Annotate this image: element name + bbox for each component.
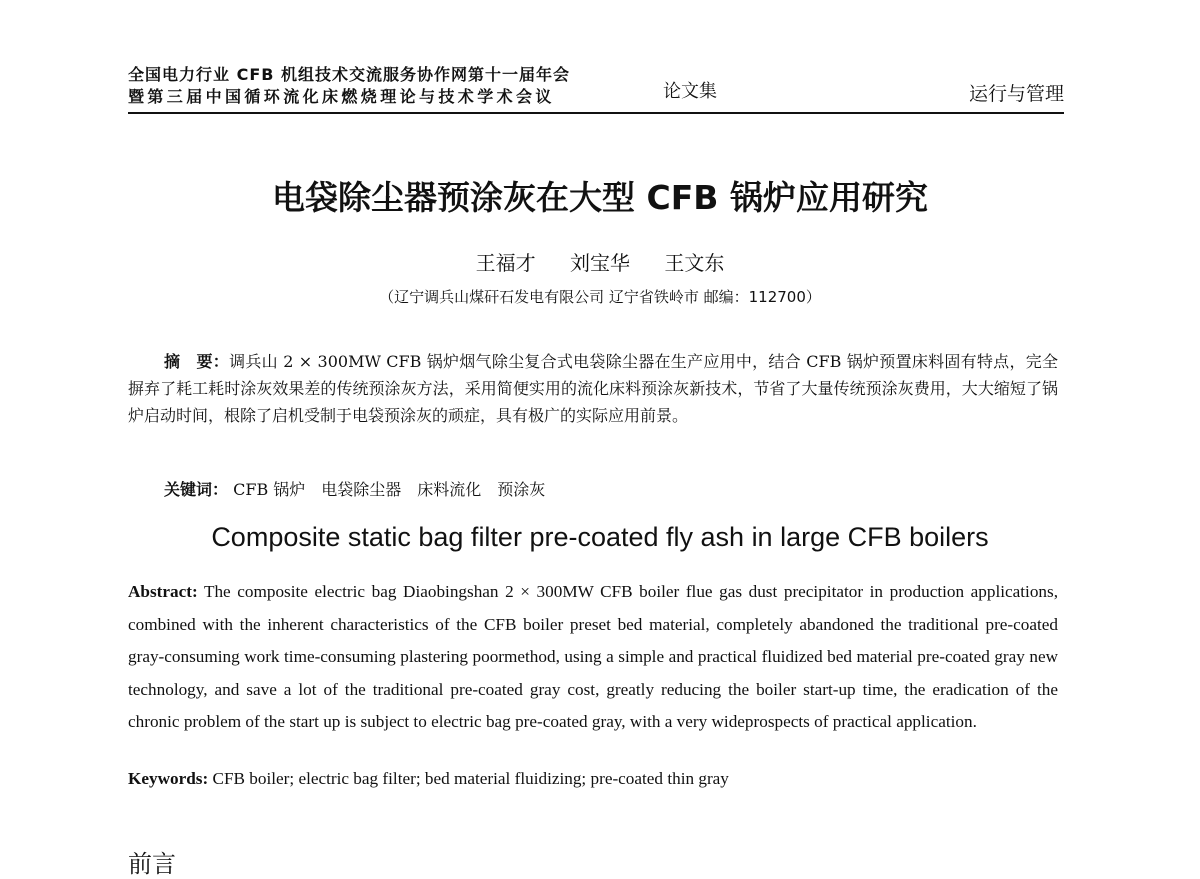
keywords-cn xyxy=(164,477,545,500)
keywords-cn-label: 关键词： xyxy=(164,480,229,499)
section-heading-preface: 前言 xyxy=(128,850,176,878)
section-category: 运行与管理 xyxy=(968,83,1064,105)
abstract-cn-text: 调兵山 2 × 300MW CFB 锅炉烟气除尘复合式电袋除尘器在生产应用中，结合 CFB 锅炉预置床料固有特点，完全摒弃了耗工耗时涂灰效果差的传统预涂灰方法，采用简便实用的流化床料预涂灰新技术，节省了大量传统预涂灰费用，大大缩短了锅炉启动时间，根除了启机受制于电袋预涂灰的顽症，具有极广的实际应用前景。 xyxy=(128,352,1058,425)
keywords-en-text: CFB boiler; electric bag filter; bed material fluidizing; pre-coated thin gray xyxy=(212,769,729,788)
abstract-en xyxy=(128,576,1058,739)
author-name: 王福才 xyxy=(475,251,536,275)
conference-line-1: 全国电力行业 CFB 机组技术交流服务协作网第十一届年会 xyxy=(128,65,571,84)
conference-name xyxy=(128,64,570,108)
author-name: 王文东 xyxy=(664,251,725,275)
keywords-cn-text: CFB 锅炉 电袋除尘器 床料流化 预涂灰 xyxy=(233,480,546,499)
abstract-cn-label: 摘 要： xyxy=(164,352,230,371)
header-rule xyxy=(128,112,1064,114)
abstract-en-text: The composite electric bag Diaobingshan 2 × 300MW CFB boiler flue gas dust precipitator in production applications, combined with the inherent characteristics of the CFB boiler preset bed material, completely abandoned the traditional pre-coated gray-consuming work time-consuming plastering poormethod, using a simple and practical fluidized bed material pre-coated gray new technology, and save a lot of the traditional pre-coated gray cost, greatly reducing the boiler start-up time, the eradication of the chronic problem of the start up is subject to electric bag pre-coated gray, with a very wideprospects of practical application. xyxy=(128,582,1058,732)
author-list xyxy=(0,247,1200,276)
proceedings-label: 论文集 xyxy=(663,81,717,102)
keywords-en xyxy=(128,769,729,789)
author-affiliation: （辽宁调兵山煤矸石发电有限公司 辽宁省铁岭市 邮编：112700） xyxy=(379,288,821,306)
abstract-en-label: Abstract: xyxy=(128,582,198,601)
conference-line-2: 暨第三届中国循环流化床燃烧理论与技术学术会议 xyxy=(128,87,555,106)
paper-title-en: Composite static bag filter pre-coated fly ash in large CFB boilers xyxy=(211,522,989,552)
abstract-cn xyxy=(128,348,1058,429)
keywords-en-label: Keywords: xyxy=(128,769,209,788)
paper-title-cn: 电袋除尘器预涂灰在大型 CFB 锅炉应用研究 xyxy=(272,178,928,217)
author-name: 刘宝华 xyxy=(570,251,630,275)
running-header xyxy=(128,60,1064,116)
